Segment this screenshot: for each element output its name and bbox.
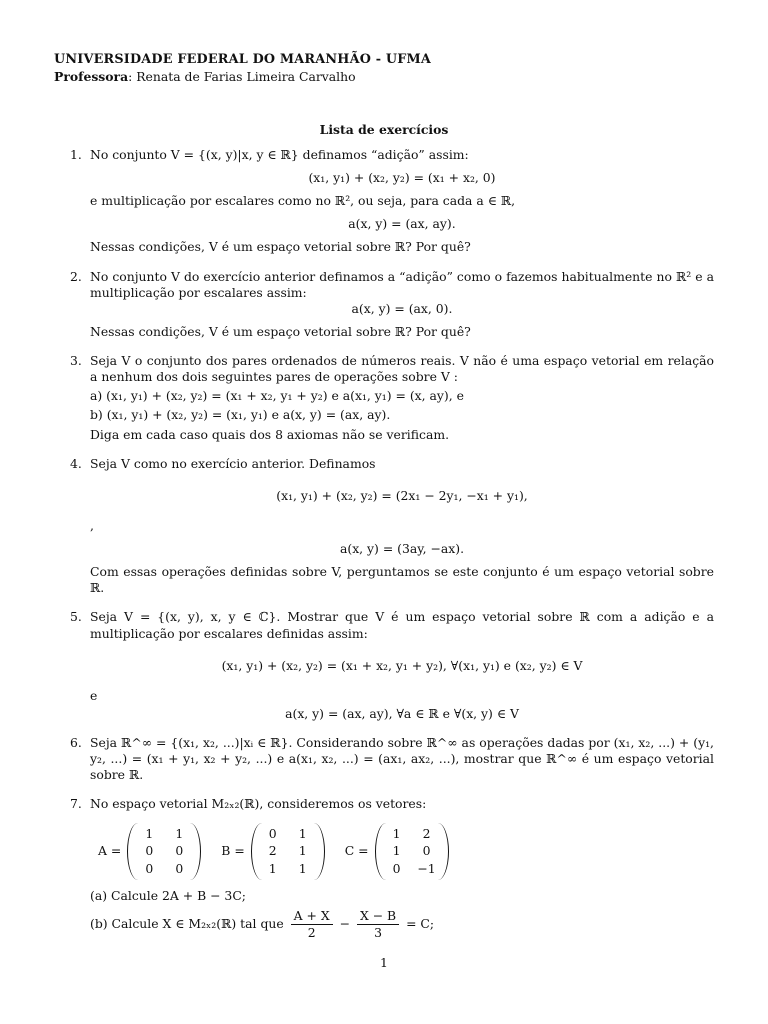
fraction-denominator: 3 — [374, 924, 382, 940]
matrix-c — [345, 823, 449, 881]
exercise-question: Nessas condições, V é um espaço vetorial sobre ℝ? Por quê? — [90, 323, 471, 339]
exercise-number: 1. — [70, 146, 82, 162]
exercise-number: 6. — [70, 735, 82, 750]
matrix-b — [221, 823, 324, 881]
matrix-cell: 1 — [392, 825, 401, 841]
exercise-2 — [54, 269, 714, 341]
matrix-cell: 0 — [422, 843, 431, 859]
exercise-intro: No conjunto V = {(x, y)|x, y ∈ ℝ} definamos “adição” assim: — [90, 146, 469, 162]
exercise-number: 7. — [70, 796, 82, 812]
matrix-cell: 0 — [145, 843, 154, 859]
equation: a(x, y) = (ax, ay). — [348, 216, 456, 232]
item-b — [90, 908, 714, 941]
page-title: Lista de exercícios — [319, 121, 449, 137]
exercise-intro: Seja V o conjunto dos pares ordenados de números reais. V não é uma espaço vetorial em relação a nenhum dos dois seguintes pares de operações sobre V : — [90, 353, 714, 385]
professor-line — [54, 69, 714, 85]
matrix-cell: 1 — [175, 825, 184, 841]
equation: (x₁, y₁) + (x₂, y₂) = (x₁ + x₂, 0) — [308, 170, 496, 185]
document-page — [54, 52, 714, 954]
matrix-body — [251, 823, 325, 881]
matrix-cell: 1 — [298, 843, 307, 859]
matrix-body — [375, 823, 449, 881]
equation: (x₁, y₁) + (x₂, y₂) = (2x₁ − 2y₁, −x₁ + y₁), — [276, 487, 528, 503]
exercise-number: 3. — [70, 353, 82, 368]
university-header: UNIVERSIDADE FEDERAL DO MARANHÃO - UFMA — [54, 52, 432, 67]
item-a: (a) Calcule 2A + B − 3C; — [90, 888, 246, 904]
conjunction: e — [90, 687, 98, 703]
fraction-numerator: A + X — [291, 908, 333, 925]
fraction-2 — [357, 908, 399, 941]
matrix-row — [98, 823, 714, 881]
exercise-question: Diga em cada caso quais dos 8 axiomas não se verificam. — [90, 426, 450, 442]
matrix-cell: 2 — [268, 843, 277, 859]
comma: , — [90, 517, 94, 533]
matrix-cell: 0 — [268, 825, 277, 841]
matrix-name: C = — [344, 843, 369, 859]
item-a: a) (x₁, y₁) + (x₂, y₂) = (x₁ + x₂, y₁ + y₂) e a(x₁, y₁) = (x, ay), e — [90, 388, 464, 404]
matrix-cell: 0 — [145, 861, 154, 877]
matrix-name: B = — [221, 843, 245, 859]
exercise-number: 2. — [70, 268, 82, 284]
exercise-intro: Seja V = {(x, y), x, y ∈ ℂ}. Mostrar que V é um espaço vetorial sobre ℝ com a adição e a multiplicação por escalares definidas assim: — [90, 609, 714, 641]
professor-label: Professora — [54, 68, 129, 84]
exercise-6 — [54, 735, 714, 783]
exercise-text: Seja ℝ^∞ = {(x₁, x₂, ...)|xᵢ ∈ ℝ}. Considerando sobre ℝ^∞ as operações dadas por (x₁, x₂, ...) + (y₁, y₂, ...) = (x₁ + y₁, x₂ + y₂, ...) e a(x₁, x₂, ...) = (ax₁, ax₂, ...), mostrar que ℝ^∞ é um espaço vetorial sobre ℝ. — [90, 735, 714, 783]
fraction-1 — [291, 908, 333, 941]
matrix-cell: 0 — [392, 861, 401, 877]
matrix-cell: 0 — [175, 843, 184, 859]
equation: a(x, y) = (ax, ay), ∀a ∈ ℝ e ∀(x, y) ∈ V — [285, 705, 519, 721]
professor-name: : Renata de Farias Limeira Carvalho — [128, 68, 356, 84]
matrix-cell: 1 — [298, 861, 307, 877]
matrix-cell: 1 — [268, 861, 277, 877]
fraction-denominator: 2 — [307, 924, 316, 940]
exercise-3 — [54, 353, 714, 443]
equation: a(x, y) = (ax, 0). — [351, 300, 453, 316]
exercise-1 — [54, 147, 714, 256]
exercise-intro: No espaço vetorial M₂ₓ₂(ℝ), consideremos os vetores: — [90, 796, 427, 812]
exercise-5 — [54, 609, 714, 722]
exercise-text: e multiplicação por escalares como no ℝ², ou seja, para cada a ∈ ℝ, — [90, 193, 516, 209]
exercise-question: Nessas condições, V é um espaço vetorial sobre ℝ? Por quê? — [90, 239, 471, 255]
exercise-7 — [54, 796, 714, 940]
page-number: 1 — [380, 955, 388, 970]
matrix-cell: 1 — [392, 843, 401, 859]
matrix-cell: −1 — [417, 861, 436, 877]
item-b-prefix: (b) Calcule X ∈ M₂ₓ₂(ℝ) tal que — [90, 915, 284, 931]
exercise-4 — [54, 456, 714, 597]
equation: (x₁, y₁) + (x₂, y₂) = (x₁ + x₂, y₁ + y₂), ∀(x₁, y₁) e (x₂, y₂) ∈ V — [221, 657, 583, 673]
exercise-number: 5. — [70, 609, 82, 625]
exercise-question: Com essas operações definidas sobre V, perguntamos se este conjunto é um espaço vetorial sobre ℝ. — [90, 564, 714, 596]
exercise-intro: Seja V como no exercício anterior. Definamos — [90, 455, 376, 471]
matrix-name: A = — [98, 843, 122, 859]
item-b: b) (x₁, y₁) + (x₂, y₂) = (x₁, y₁) e a(x, y) = (ax, ay). — [90, 407, 391, 423]
matrix-a — [98, 823, 201, 881]
equation: a(x, y) = (3ay, −ax). — [339, 541, 465, 556]
minus-sign: − — [339, 915, 351, 931]
exercise-intro: No conjunto V do exercício anterior definamos a “adição” como o fazemos habitualmente no ℝ² e a multiplicação por escalares assim: — [90, 268, 714, 300]
fraction-numerator: X − B — [357, 908, 399, 925]
matrix-cell: 2 — [422, 825, 431, 841]
item-b-suffix: = C; — [406, 915, 435, 931]
matrix-cell: 1 — [298, 825, 307, 841]
matrix-cell: 0 — [175, 861, 184, 877]
exercise-number: 4. — [70, 455, 82, 471]
matrix-cell: 1 — [145, 825, 154, 841]
matrix-body — [127, 823, 201, 881]
